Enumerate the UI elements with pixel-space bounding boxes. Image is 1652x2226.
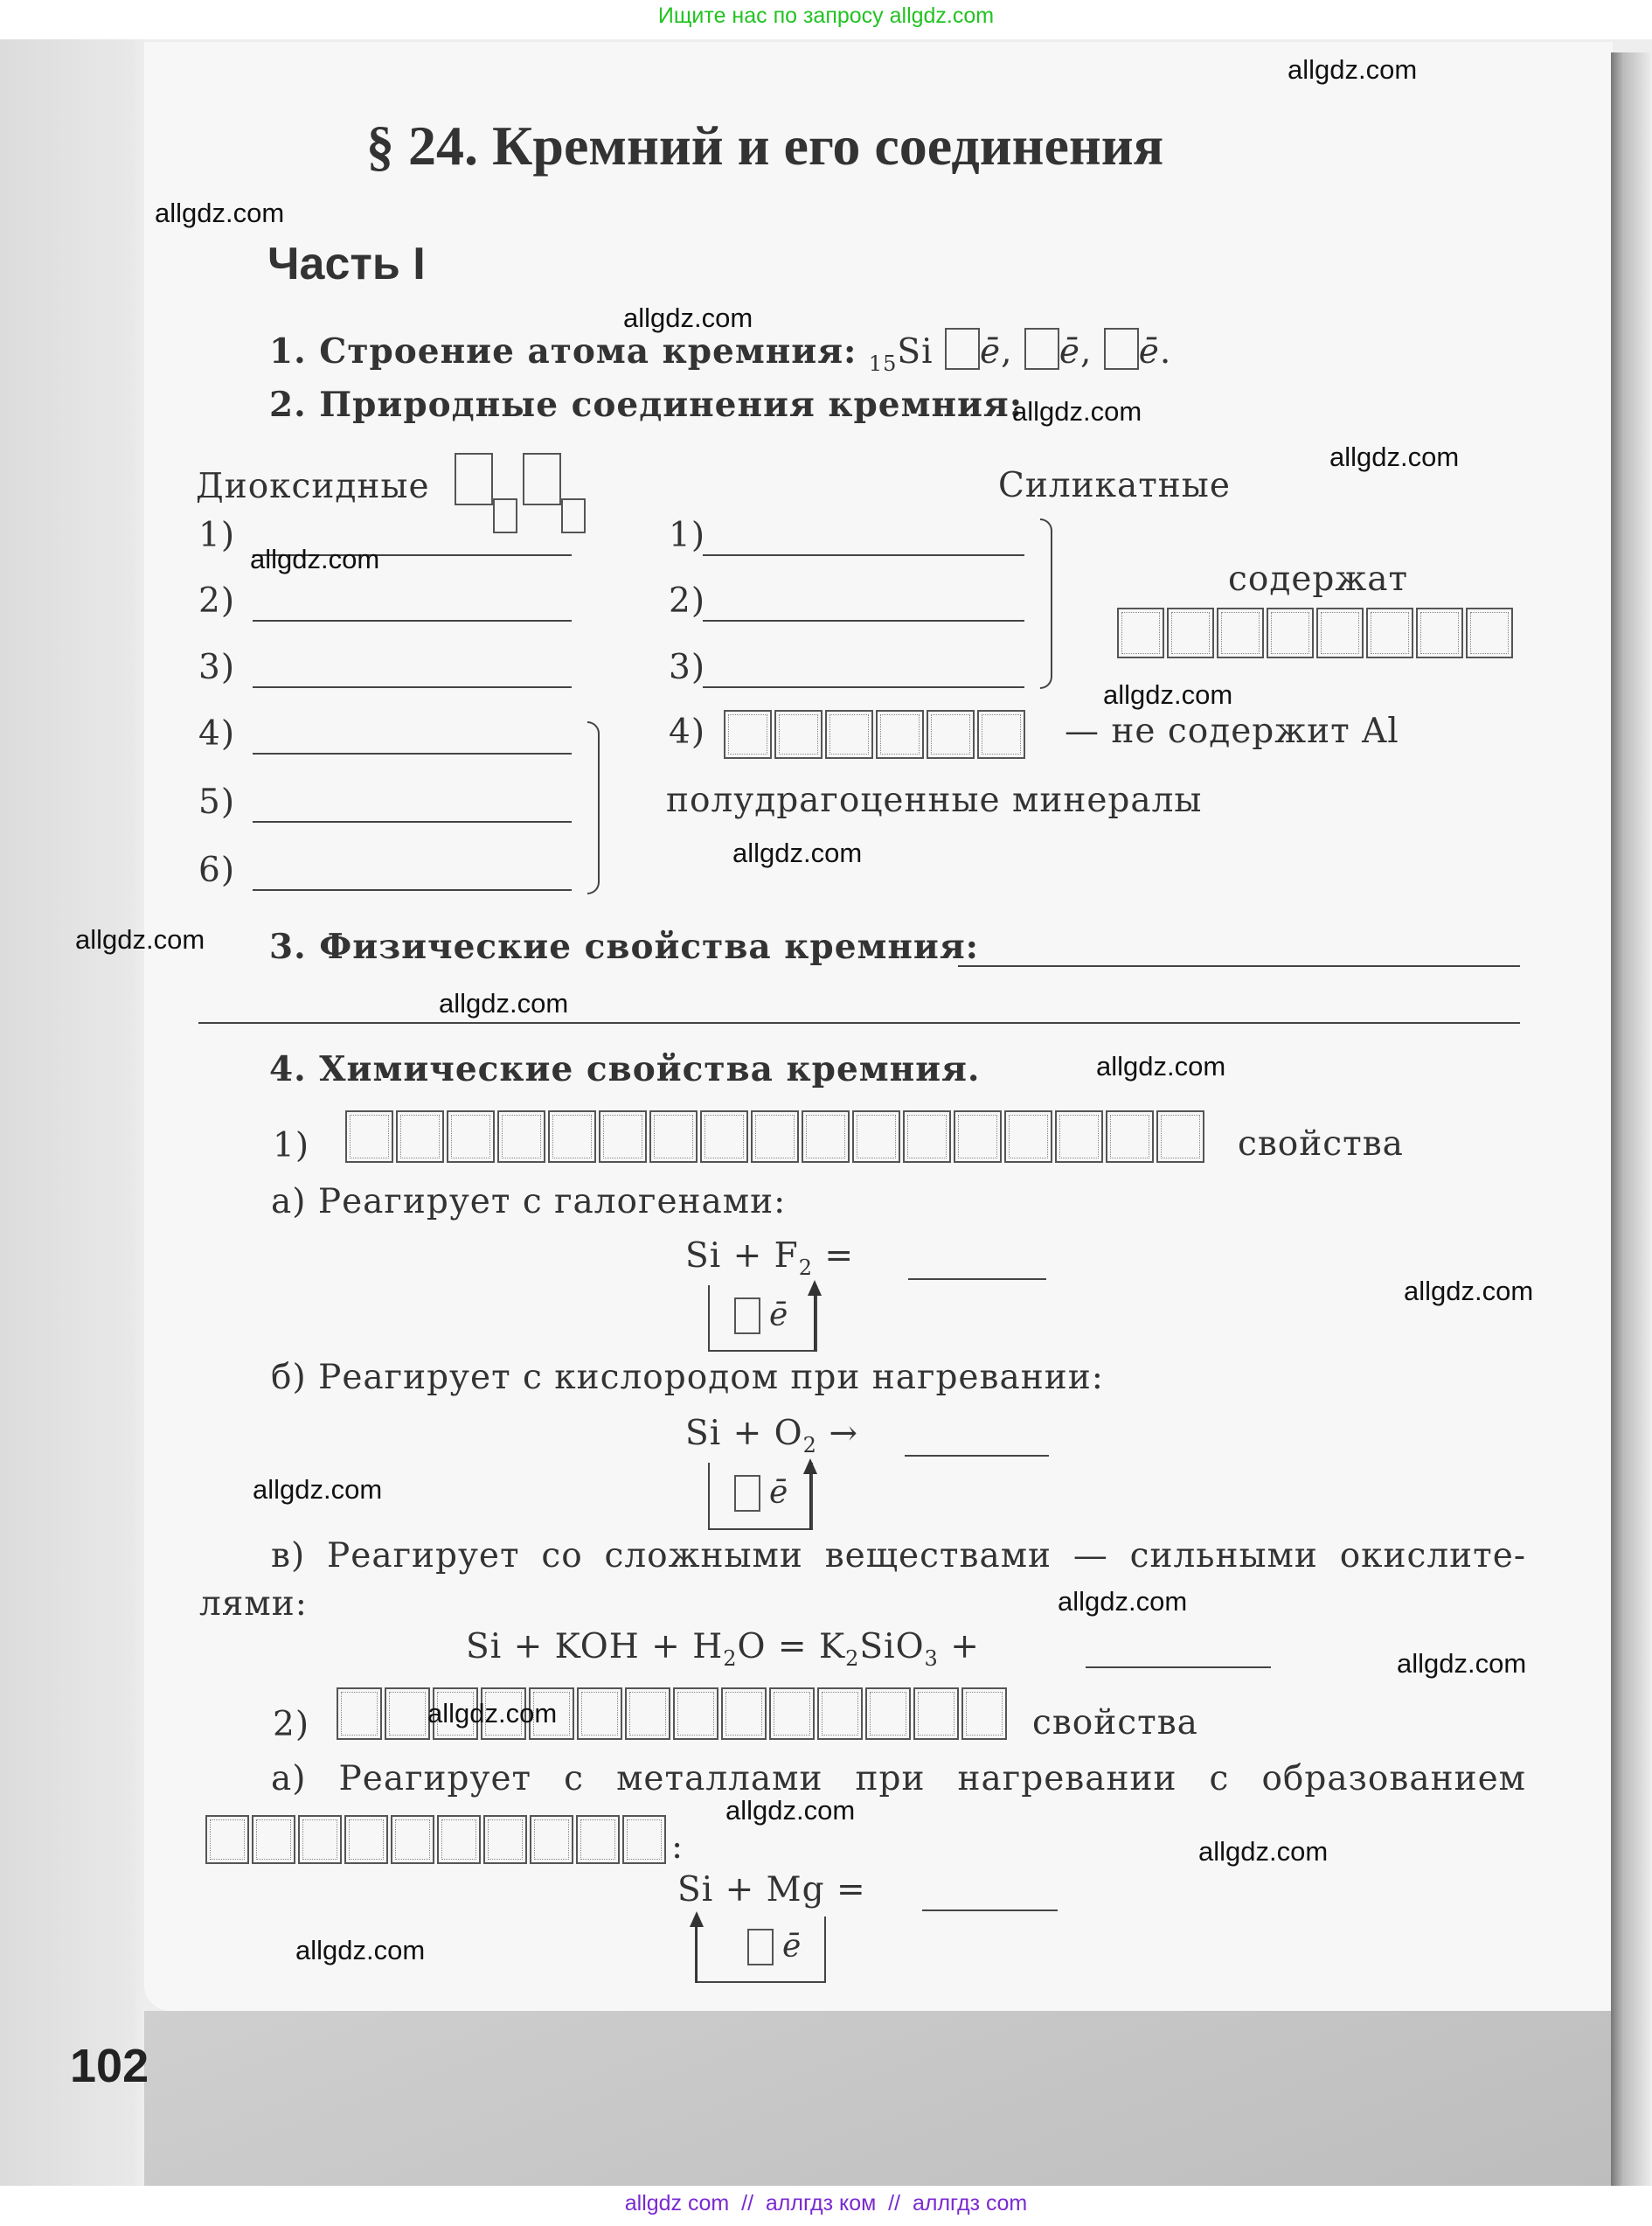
watermark[interactable]: allgdz.com — [295, 1935, 426, 1965]
letter-box[interactable] — [599, 1110, 647, 1163]
contain-boxes[interactable] — [1117, 608, 1513, 658]
reaction-v: в) Реагирует со сложными веществами — сильными окислите- — [271, 1536, 1526, 1576]
letter-box[interactable] — [802, 1110, 850, 1163]
letter-box[interactable] — [927, 710, 975, 759]
watermark[interactable]: allgdz.com — [250, 544, 380, 574]
watermark[interactable]: allgdz.com — [732, 838, 863, 868]
question-4: 4. Химические свойства кремния. — [269, 1049, 981, 1089]
page-number: 102 — [70, 2040, 149, 2092]
semi-precious-label: полудрагоценные минералы — [666, 781, 1203, 820]
arrow-icon — [696, 1915, 698, 1983]
part-heading: Часть I — [267, 239, 426, 289]
letter-box[interactable] — [337, 1687, 382, 1740]
letter-box[interactable] — [344, 1815, 388, 1864]
letter-box[interactable] — [721, 1687, 767, 1740]
watermark[interactable]: allgdz.com — [1012, 396, 1142, 427]
mineral-boxes[interactable] — [724, 710, 1025, 759]
answer-line[interactable] — [958, 965, 1520, 967]
letter-box[interactable] — [1167, 608, 1214, 658]
question-3: 3. Физические свойства кремния: — [269, 927, 980, 967]
list-item-label: 2) — [198, 581, 236, 621]
letter-box[interactable] — [1004, 1110, 1052, 1163]
answer-box[interactable] — [945, 328, 980, 370]
electron: ē — [1059, 332, 1080, 372]
electron-diagram: ē — [695, 1916, 826, 1983]
letter-box[interactable] — [769, 1687, 815, 1740]
equation-2: $Si + O_2$ → — [685, 1414, 858, 1457]
watermark[interactable]: allgdz.com — [1096, 1051, 1226, 1082]
letter-box[interactable] — [497, 1110, 545, 1163]
letter-box[interactable] — [724, 710, 772, 759]
answer-line[interactable] — [198, 1022, 1520, 1024]
watermark[interactable]: allgdz.com — [725, 1795, 856, 1826]
letter-box[interactable] — [483, 1815, 527, 1864]
letter-box[interactable] — [1055, 1110, 1103, 1163]
letter-box[interactable] — [961, 1687, 1007, 1740]
list-item-label: 1) — [669, 516, 706, 555]
letter-box[interactable] — [1267, 608, 1314, 658]
electron: ē — [980, 332, 1002, 372]
reaction-a2: а) Реагирует с металлами при нагревании с образованием — [271, 1759, 1526, 1798]
watermark[interactable]: allgdz.com — [75, 924, 205, 955]
letter-box[interactable] — [700, 1110, 748, 1163]
list-item-label: 5) — [198, 783, 236, 822]
letter-box[interactable] — [530, 1815, 573, 1864]
watermark[interactable]: allgdz.com — [155, 198, 285, 228]
contain-label: содержат — [1228, 560, 1409, 599]
electron-diagram: ē — [708, 1463, 813, 1530]
answer-line[interactable] — [908, 1278, 1046, 1280]
answer-line[interactable] — [253, 686, 572, 688]
properties-label: свойства — [1238, 1124, 1404, 1164]
watermark[interactable]: allgdz.com — [253, 1474, 383, 1505]
letter-box[interactable] — [954, 1110, 1002, 1163]
page-shadow — [144, 2011, 1613, 2186]
silicate-label: Силикатные — [998, 466, 1231, 505]
element: Si — [897, 332, 934, 372]
answer-line[interactable] — [253, 620, 572, 622]
item-1: 1) — [273, 1126, 310, 1165]
letter-box[interactable] — [774, 710, 823, 759]
letter-box[interactable] — [447, 1110, 495, 1163]
letter-box[interactable] — [298, 1815, 342, 1864]
answer-line[interactable] — [1086, 1666, 1271, 1668]
answer-box[interactable] — [1024, 328, 1059, 370]
answer-line[interactable] — [922, 1909, 1058, 1911]
letter-box[interactable] — [876, 710, 924, 759]
letter-box[interactable] — [577, 1687, 622, 1740]
letter-box[interactable] — [913, 1687, 959, 1740]
properties-label: свойства — [1032, 1703, 1198, 1743]
answer-line[interactable] — [703, 620, 1024, 622]
compound-boxes[interactable] — [205, 1815, 666, 1864]
letter-box[interactable] — [437, 1815, 481, 1864]
watermark[interactable]: allgdz.com — [427, 1698, 558, 1729]
answer-line[interactable] — [253, 889, 572, 891]
letter-box[interactable] — [649, 1110, 698, 1163]
list-item-label: 2) — [669, 581, 706, 621]
letter-box[interactable] — [1316, 608, 1364, 658]
letter-box[interactable] — [1416, 608, 1463, 658]
property-boxes-1[interactable] — [345, 1110, 1204, 1163]
top-banner[interactable]: Ищите нас по запросу allgdz.com — [657, 3, 995, 28]
brace-left — [587, 721, 600, 894]
watermark[interactable]: allgdz.com — [439, 988, 569, 1019]
bottom-banner[interactable]: allgdz com // аллгдз ком // аллгдз com — [624, 2191, 1028, 2216]
watermark[interactable]: allgdz.com — [1058, 1586, 1188, 1617]
letter-box[interactable] — [205, 1815, 249, 1864]
letter-box[interactable] — [385, 1687, 430, 1740]
letter-box[interactable] — [751, 1110, 799, 1163]
page-title: § 24. Кремний и его соединения — [366, 115, 1164, 177]
letter-box[interactable] — [865, 1687, 911, 1740]
atomic-number: 15 — [868, 351, 898, 376]
answer-line[interactable] — [905, 1455, 1049, 1457]
watermark[interactable]: allgdz.com — [1397, 1648, 1527, 1679]
watermark[interactable]: allgdz.com — [1103, 679, 1233, 710]
letter-box[interactable] — [1466, 608, 1513, 658]
equation-4: Si + Mg = — [677, 1870, 866, 1909]
colon: : — [671, 1827, 684, 1867]
letter-box[interactable] — [1156, 1110, 1204, 1163]
letter-box[interactable] — [345, 1110, 393, 1163]
item-2: 2) — [273, 1705, 310, 1744]
letter-box[interactable] — [1117, 608, 1164, 658]
answer-line[interactable] — [703, 686, 1024, 688]
reaction-v-cont: лями: — [199, 1584, 308, 1624]
electron-diagram: ē — [708, 1285, 817, 1352]
answer-line[interactable] — [253, 753, 572, 755]
answer-line[interactable] — [253, 821, 572, 823]
watermark[interactable]: allgdz.com — [1329, 442, 1460, 472]
letter-box[interactable] — [1106, 1110, 1154, 1163]
arrow-icon — [809, 1462, 811, 1530]
letter-box[interactable] — [977, 710, 1025, 759]
equation-1: $Si + F_2$ = — [685, 1236, 855, 1280]
list-item-label: 1) — [198, 516, 236, 555]
answer-box[interactable] — [1104, 328, 1139, 370]
brace-right — [1040, 518, 1052, 689]
letter-box[interactable] — [576, 1815, 620, 1864]
letter-box[interactable] — [825, 710, 873, 759]
dioxide-label: Диоксидные — [196, 467, 430, 506]
letter-box[interactable] — [817, 1687, 863, 1740]
letter-box[interactable] — [548, 1110, 596, 1163]
page-edge-shadow — [1611, 52, 1652, 2186]
letter-box[interactable] — [673, 1687, 718, 1740]
equation-3: Si + KOH + $H_2O = K_2SiO_3$ + — [466, 1627, 980, 1671]
watermark[interactable]: allgdz.com — [1404, 1276, 1534, 1306]
letter-box[interactable] — [1366, 608, 1413, 658]
list-item-label: 3) — [198, 648, 236, 687]
letter-box[interactable] — [1217, 608, 1264, 658]
not-contain-label: — не содержит Al — [1065, 712, 1399, 751]
letter-box[interactable] — [852, 1110, 900, 1163]
question-2: 2. Природные соединения кремния: — [269, 385, 1024, 425]
watermark[interactable]: allgdz.com — [1288, 54, 1418, 85]
answer-line[interactable] — [703, 554, 1024, 556]
list-item-label: 4) — [669, 713, 706, 752]
question-1: 1. Строение атома кремния: $_{15}$Si ē, ē, ē. — [269, 328, 1171, 376]
letter-box[interactable] — [252, 1815, 295, 1864]
formula-boxes[interactable] — [455, 453, 586, 533]
electron: ē — [1138, 332, 1160, 372]
letter-box[interactable] — [622, 1815, 666, 1864]
letter-box[interactable] — [625, 1687, 670, 1740]
watermark[interactable]: allgdz.com — [1198, 1836, 1329, 1867]
watermark[interactable]: allgdz.com — [623, 303, 753, 333]
reaction-a: а) Реагирует с галогенами: — [271, 1182, 787, 1221]
reaction-b: б) Реагирует с кислородом при нагревании: — [271, 1358, 1104, 1397]
letter-box[interactable] — [391, 1815, 434, 1864]
list-item-label: 4) — [198, 714, 236, 754]
list-item-label: 6) — [198, 851, 236, 890]
arrow-icon — [814, 1283, 816, 1352]
letter-box[interactable] — [903, 1110, 951, 1163]
list-item-label: 3) — [669, 648, 706, 687]
letter-box[interactable] — [396, 1110, 444, 1163]
q1-number: 1. Строение атома кремния: — [269, 331, 857, 372]
